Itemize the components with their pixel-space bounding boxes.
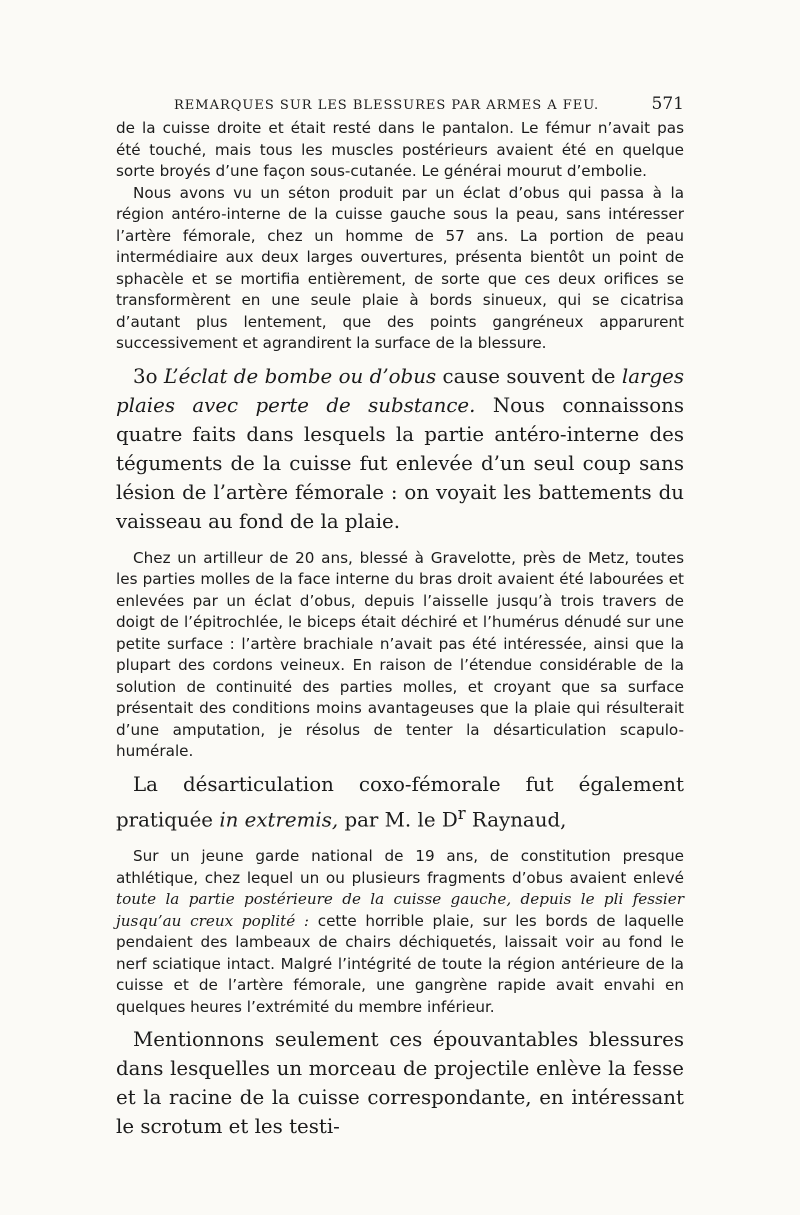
paragraph-desarticulation: La désarticulation coxo-fémorale fut également pratiquée in extremis, par M. le $D^r$ Raynaud, xyxy=(116,772,684,832)
paragraph-seton: Nous avons vu un séton produit par un éclat d’obus qui passa à la région antéro-interne de la cuisse gauche sous la peau, sans intéresser l’artère fémorale, chez un homme de 57 ans. La portion de peau intermédiaire aux deux larges ouvertures, présenta bientôt un point de sphacèle et se mortifia entièrement, de sorte que ces deux orifices se transformèrent en une seule plaie à bords sinueux, qui se cicatrisa d’autant plus lentement, que des points gangréneux apparurent successivement et agrandirent la surface de la blessure. xyxy=(116,183,684,352)
paragraph-eclat-de-bombe: 3o L’éclat de bombe ou d’obus cause souvent de larges plaies avec perte de substance. Nous connaissons quatre faits dans lesquels la partie antéro-interne des téguments de la cuisse fut enlevée d’un seul coup sans lésion de l’artère fémorale : on voyait les battements du vaisseau au fond de la plaie. xyxy=(116,364,685,533)
book-page xyxy=(116,94,684,1141)
paragraph-artilleur: Chez un artilleur de 20 ans, blessé à Gravelotte, près de Metz, toutes les parties molles de la face interne du bras droit avaient été labourées et enlevées par un éclat d’obus, depuis l’aisselle jusqu’à trois travers de doigt de l’épitrochlée, le biceps était déchiré et l’humérus dénudé sur une petite surface : l’artère brachiale n’avait pas été intéressée, ainsi que la plupart des cordons veineux. En raison de l’étendue considérable de la solution de continuité des parties molles, et croyant que sa surface présentait des conditions moins avantageuses que la plaie qui résulterait d’une amputation, je résolus de tenter la désarticulation scapulo-humérale. xyxy=(116,548,684,760)
page-number: 571 xyxy=(651,94,684,114)
section-term: L’éclat de bombe ou d’obus xyxy=(163,364,437,388)
running-header xyxy=(174,94,684,118)
running-title: REMARQUES SUR LES BLESSURES PAR ARMES A FEU. xyxy=(174,98,600,113)
paragraph-garde-national: Sur un jeune garde national de 19 ans, de constitution presque athlétique, chez lequel un ou plusieurs fragments d’obus avaient enlevé toute la partie postérieure de la cuisse gauche, depuis le pli fessier jusqu’au creux poplité : cette horrible plaie, sur les bords de laquelle pendaient des lambeaux de chairs déchiquetés, laissait voir au fond le nerf sciatique intact. Malgré l’intégrité de toute la région antérieure de la cuisse et de l’artère fémorale, une gangrène rapide avait envahi en quelques heures l’extrémité du membre inférieur. xyxy=(116,847,685,1016)
paragraph-mentionnons: Mentionnons seulement ces épouvantables blessures dans lesquelles un morceau de projectile enlève la fesse et la racine de la cuisse correspondante, en intéressant le scrotum et les testi- xyxy=(116,1028,684,1139)
section-number: 3o xyxy=(133,364,158,388)
paragraph-continuation: de la cuisse droite et était resté dans le pantalon. Le fémur n’avait pas été touché, mais tous les muscles postérieurs avaient été en quelque sorte broyés d’une façon sous-cutanée. Le générai mourut d’embolie. xyxy=(116,119,684,180)
